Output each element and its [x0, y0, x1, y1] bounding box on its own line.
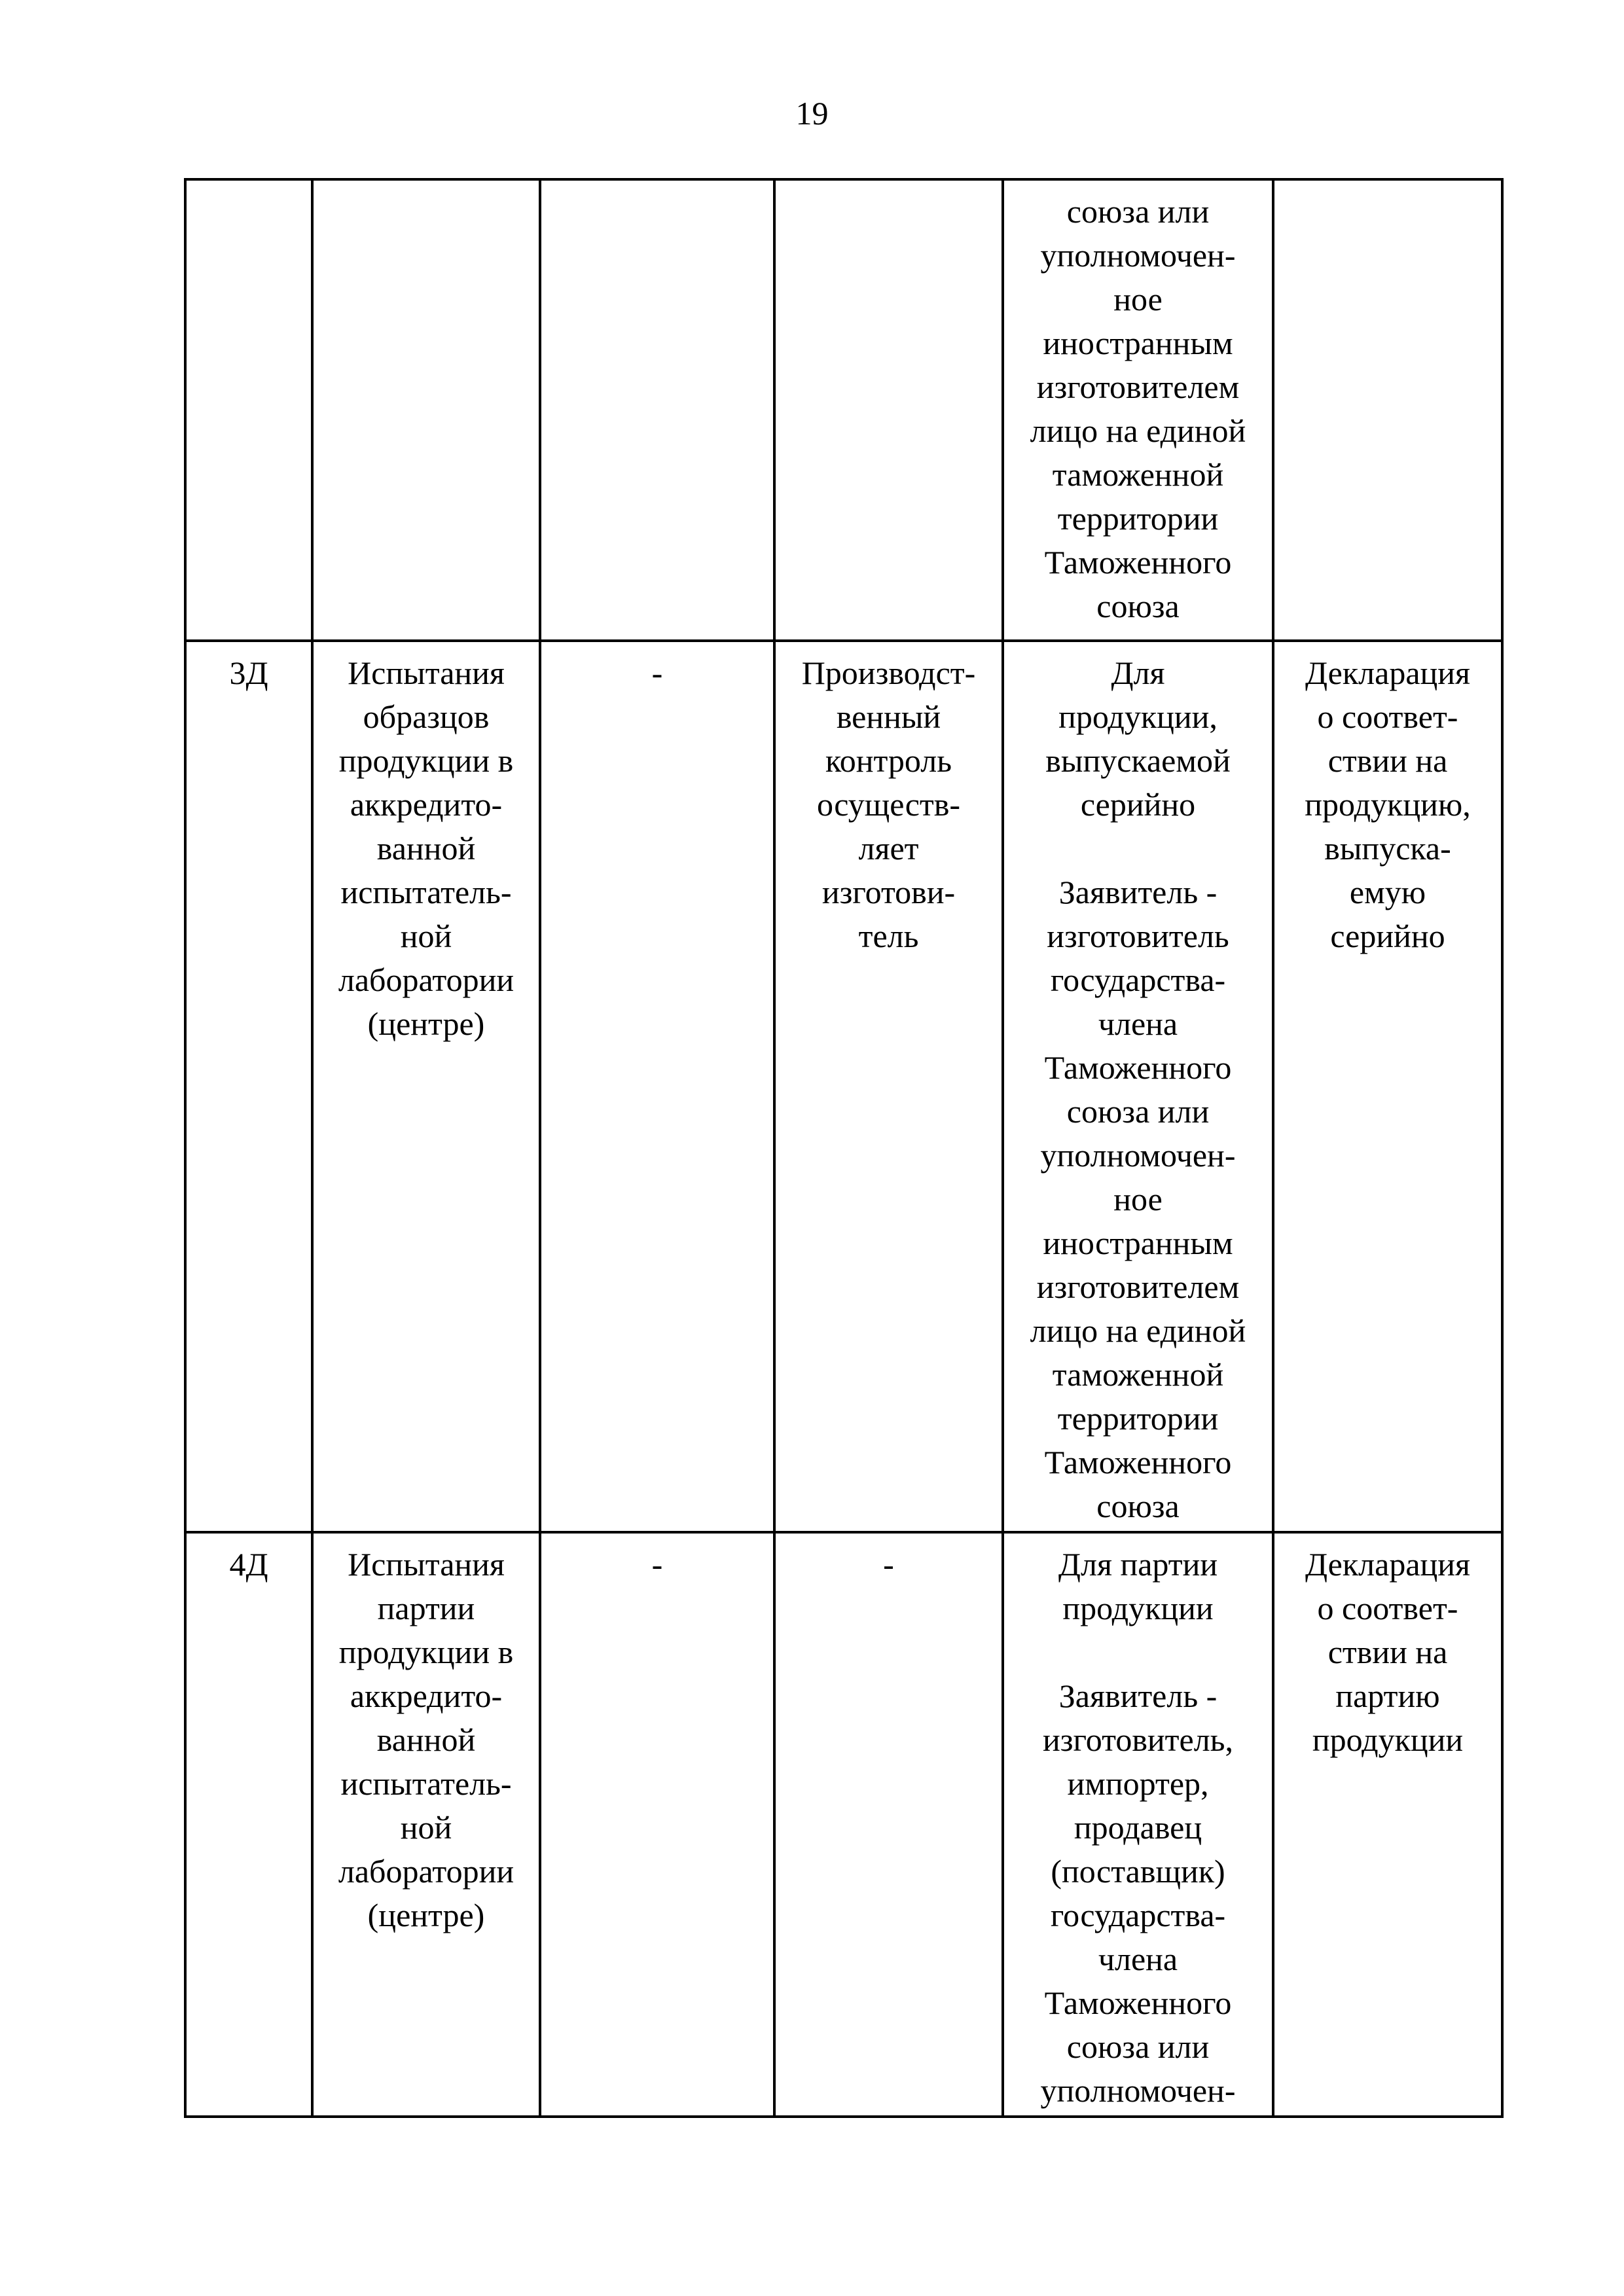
testing-cell: Испытания образцов продукции в аккредито- ванной испытатель- ной лаборатории (центре): [312, 641, 540, 1532]
production-assessment-cell: [540, 179, 774, 641]
production-control-cell: [774, 179, 1003, 641]
certification-schemes-table: [184, 178, 1504, 2118]
applicability-cell: Для продукции, выпускаемой серийно Заявитель - изготовитель государства- члена Таможенного союза или уполномочен- ное иностранным изготовителем лицо на единой таможенной территории Таможенного союза: [1003, 641, 1273, 1532]
scheme-code-cell: 4Д: [185, 1532, 312, 2117]
production-control-cell: -: [774, 1532, 1003, 2117]
testing-cell: Испытания партии продукции в аккредито- ванной испытатель- ной лаборатории (центре): [312, 1532, 540, 2117]
conformity-document-cell: Декларация о соответ- ствии на продукцию, выпуска- емую серийно: [1273, 641, 1502, 1532]
testing-cell: [312, 179, 540, 641]
table-row: [185, 1532, 1502, 2117]
production-assessment-cell: -: [540, 641, 774, 1532]
table-row: [185, 641, 1502, 1532]
scheme-code-cell: 3Д: [185, 641, 312, 1532]
page-number: 19: [795, 95, 829, 132]
production-assessment-cell: -: [540, 1532, 774, 2117]
table-row: [185, 179, 1502, 641]
applicability-cell: союза или уполномочен- ное иностранным изготовителем лицо на единой таможенной территории Таможенного союза: [1003, 179, 1273, 641]
production-control-cell: Производст- венный контроль осуществ- ляет изготови- тель: [774, 641, 1003, 1532]
conformity-document-cell: Декларация о соответ- ствии на партию продукции: [1273, 1532, 1502, 2117]
scheme-code-cell: [185, 179, 312, 641]
conformity-document-cell: [1273, 179, 1502, 641]
applicability-cell: Для партии продукции Заявитель - изготовитель, импортер, продавец (поставщик) государства- члена Таможенного союза или уполномочен-: [1003, 1532, 1273, 2117]
